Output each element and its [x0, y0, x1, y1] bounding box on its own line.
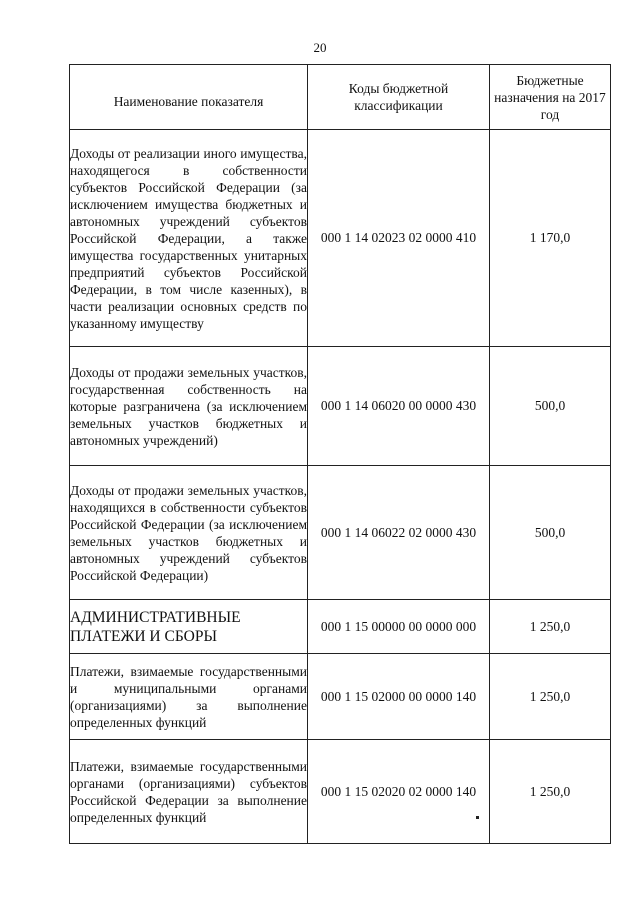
header-codes: Коды бюджетной классификации: [308, 65, 490, 130]
row-code: 000 1 14 06020 00 0000 430: [308, 347, 490, 466]
table-row: [70, 654, 611, 740]
row-code: 000 1 15 02000 00 0000 140: [308, 654, 490, 740]
table-row: [70, 347, 611, 466]
row-name: Доходы от продажи земельных участков, находящихся в собственности субъектов Российской Федерации (за исключением земельных участков бюджетных и автономных учреждений субъектов Российской Федерации): [70, 466, 308, 600]
table-row: [70, 740, 611, 844]
header-name: Наименование показателя: [70, 65, 308, 130]
table-header-row: [70, 65, 611, 130]
row-code: 000 1 14 06022 02 0000 430: [308, 466, 490, 600]
table-row: [70, 466, 611, 600]
budget-table: [69, 64, 611, 844]
row-amount: 500,0: [490, 347, 611, 466]
table-row: [70, 130, 611, 347]
row-amount: 1 250,0: [490, 600, 611, 654]
row-amount: 1 250,0: [490, 654, 611, 740]
page-number: 20: [313, 40, 327, 55]
row-code: 000 1 14 02023 02 0000 410: [308, 130, 490, 347]
row-amount: 1 170,0: [490, 130, 611, 347]
row-amount: 500,0: [490, 466, 611, 600]
row-name: Доходы от реализации иного имущества, находящегося в собственности субъектов Российской Федерации (за исключением имущества бюджетных и автономных учреждений субъектов Российской Федерации, а также имущества государственных унитарных предприятий субъектов Российской Федерации, в том числе казенных), в части реализации основных средств по указанному имуществу: [70, 130, 308, 347]
row-amount: 1 250,0: [490, 740, 611, 844]
row-name: Доходы от продажи земельных участков, государственная собственность на которые разграничена (за исключением земельных участков бюджетных и автономных учреждений): [70, 347, 308, 466]
row-code-cell: [308, 740, 490, 844]
row-name: АДМИНИСТРАТИВНЫЕ ПЛАТЕЖИ И СБОРЫ: [70, 600, 308, 654]
header-budget: Бюджетные назначения на 2017 год: [490, 65, 611, 130]
row-name: Платежи, взимаемые государственными и муниципальными органами (организациями) за выполнение определенных функций: [70, 654, 308, 740]
row-name: Платежи, взимаемые государственными органами (организациями) субъектов Российской Федерации за выполнение определенных функций: [70, 740, 308, 844]
row-code: 000 1 15 02020 02 0000 140: [320, 783, 477, 799]
row-code: 000 1 15 00000 00 0000 000: [308, 600, 490, 654]
scan-mark: [476, 816, 479, 819]
table-row: [70, 600, 611, 654]
